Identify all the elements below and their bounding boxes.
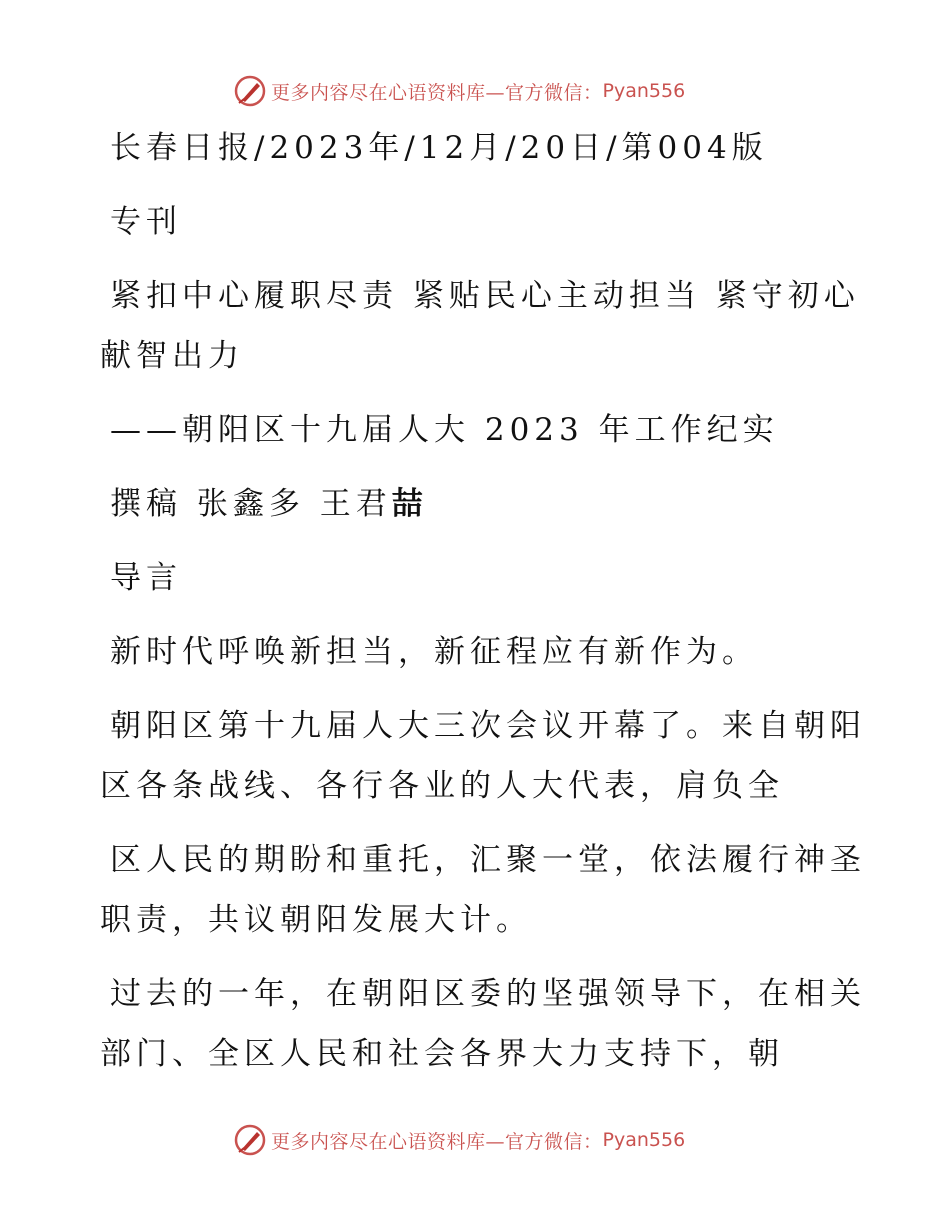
intro-heading: 导言 xyxy=(110,560,182,596)
watermark-header xyxy=(233,71,713,111)
document-body xyxy=(100,118,866,1084)
watermark-wechat-id: Pyan556 xyxy=(602,1129,686,1151)
paragraph-2-line-2: 区各条战线、各行各业的人大代表，肩负全 xyxy=(100,768,784,804)
watermark-footer xyxy=(233,1120,713,1160)
watermark-text: 更多内容尽在心语资料库—官方微信： xyxy=(271,1130,603,1153)
authors-line xyxy=(100,474,830,534)
title-line-2: 献智出力 xyxy=(100,338,244,374)
paragraph-3-line-2: 职责，共议朝阳发展大计。 xyxy=(100,902,532,938)
title-line-1: 紧扣中心履职尽责 紧贴民心主动担当 紧守初心 xyxy=(110,278,860,314)
quill-pen-logo-icon xyxy=(233,74,267,108)
watermark-text: 更多内容尽在心语资料库—官方微信： xyxy=(271,81,603,104)
paragraph-4-line-1: 过去的一年，在朝阳区委的坚强领导下，在相关 xyxy=(110,976,866,1012)
paragraph-2-line-1: 朝阳区第十九届人大三次会议开幕了。来自朝阳 xyxy=(110,708,866,744)
paragraph-4-line-2: 部门、全区人民和社会各界大力支持下，朝 xyxy=(100,1036,784,1072)
paragraph-1-line-1: 新时代呼唤新担当，新征程应有新作为。 xyxy=(110,634,758,670)
column-name: 专刊 xyxy=(110,204,182,240)
quill-pen-logo-icon xyxy=(233,1123,267,1157)
paragraph-3-line-1: 区人民的期盼和重托，汇聚一堂，依法履行神圣 xyxy=(110,842,866,878)
source-line: 长春日报/2023年/12月/20日/第004版 xyxy=(110,130,768,166)
authors-last-char: 喆 xyxy=(391,486,428,522)
subtitle: ——朝阳区十九届人大 2023 年工作纪实 xyxy=(110,412,779,448)
watermark-wechat-id: Pyan556 xyxy=(602,80,686,102)
authors-label: 撰稿 张鑫多 王君 xyxy=(110,486,392,522)
